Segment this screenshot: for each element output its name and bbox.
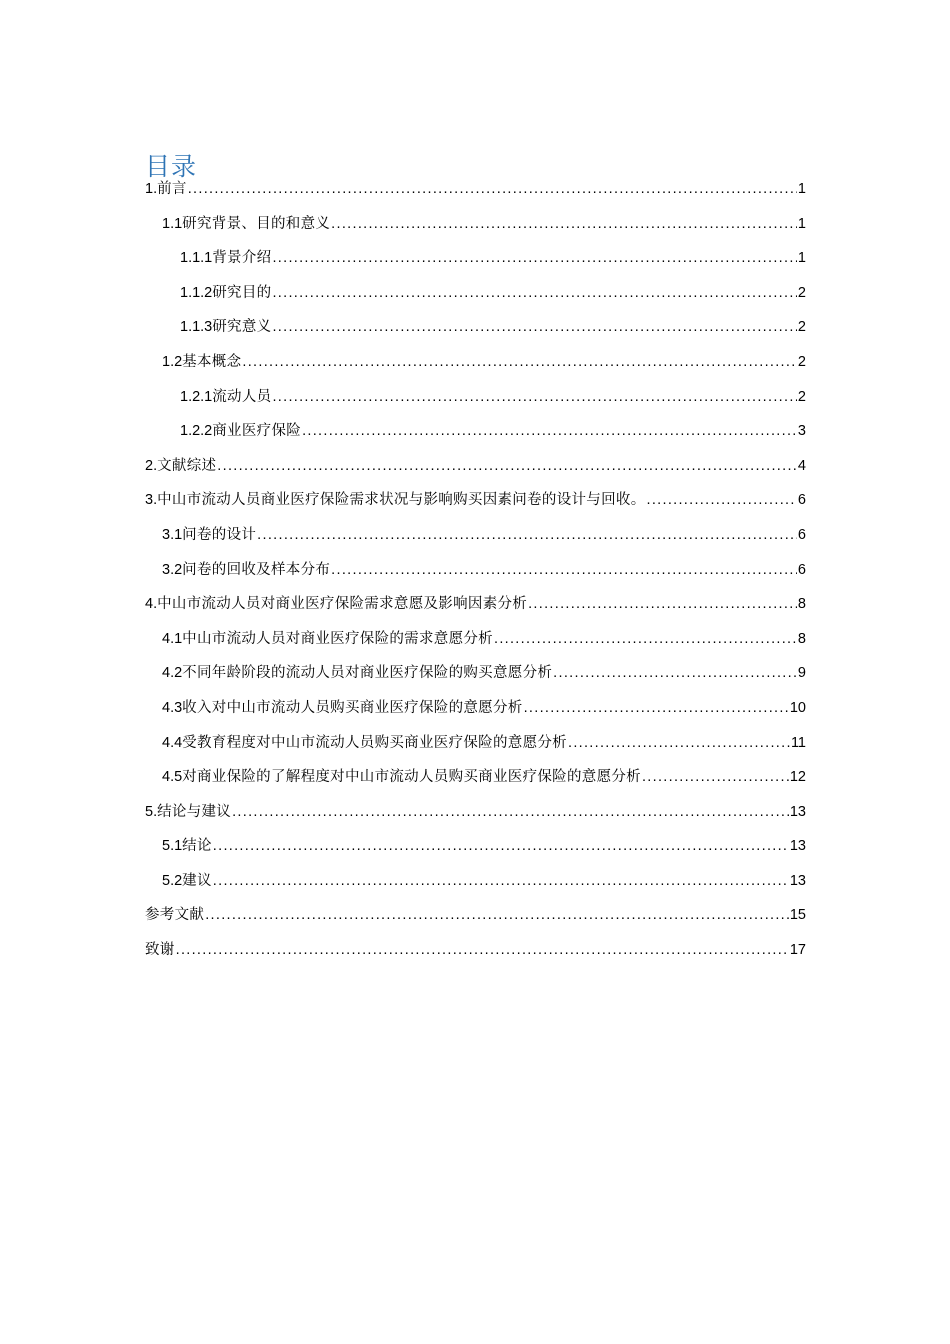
toc-entry-page-number: 6 <box>797 526 806 543</box>
dot-leader <box>213 864 789 899</box>
toc-entry-number: 1. <box>145 181 158 197</box>
toc-entry-title: 问卷的设计 <box>182 526 257 543</box>
toc-entry-title: 致谢 <box>145 942 175 959</box>
toc-entry[interactable] <box>145 898 806 933</box>
toc-entry[interactable] <box>145 380 806 415</box>
toc-entry[interactable] <box>145 726 806 761</box>
toc-entry-title: 结论与建议 <box>157 803 232 820</box>
toc-entry-number: 4.5 <box>162 769 183 786</box>
toc-entry-page-number: 4 <box>797 457 806 474</box>
toc-entry-page-number: 1 <box>797 181 806 197</box>
toc-title: 目录 <box>145 151 198 181</box>
toc-entry[interactable] <box>145 207 806 242</box>
toc-entry-title: 建议 <box>182 872 212 889</box>
toc-entry-page-number: 13 <box>789 872 806 889</box>
dot-leader <box>232 795 789 830</box>
dot-leader <box>188 172 797 207</box>
toc-entry[interactable] <box>145 345 806 380</box>
toc-entry-number: 4.4 <box>162 734 183 751</box>
toc-entry[interactable] <box>145 483 806 518</box>
toc-entry-title: 流动人员 <box>212 388 272 405</box>
dot-leader <box>272 276 796 311</box>
toc-entry-title: 不同年龄阶段的流动人员对商业医疗保险的购买意愿分析 <box>182 665 553 682</box>
dot-leader <box>331 207 797 242</box>
toc-entry-title: 中山市流动人员对商业医疗保险需求意愿及影响因素分析 <box>157 596 528 613</box>
dot-leader <box>217 449 797 484</box>
dot-leader <box>205 898 789 933</box>
toc-entry[interactable] <box>145 864 806 899</box>
toc-entry-title: 基本概念 <box>182 353 242 370</box>
dot-leader <box>302 414 797 449</box>
toc-entry[interactable] <box>145 760 806 795</box>
toc-entry-number: 1.2.1 <box>180 388 213 405</box>
toc-entry[interactable] <box>145 310 806 345</box>
toc-entry-title: 受教育程度对中山市流动人员购买商业医疗保险的意愿分析 <box>182 734 567 751</box>
dot-leader <box>553 656 797 691</box>
toc-entry-page-number: 6 <box>797 492 806 509</box>
toc-entry-number: 4.3 <box>162 699 183 716</box>
toc-entry-title: 研究背景、目的和意义 <box>182 215 331 232</box>
toc-entry-number: 4.1 <box>162 630 183 647</box>
toc-entry-page-number: 1 <box>797 250 806 267</box>
toc-entry-number: 4.2 <box>162 665 183 682</box>
toc-entry-number: 3.2 <box>162 561 183 578</box>
toc-entry[interactable] <box>145 172 806 207</box>
dot-leader <box>642 760 789 795</box>
toc-entry[interactable] <box>145 656 806 691</box>
toc-entry-number: 5.1 <box>162 838 183 855</box>
toc-entry[interactable] <box>145 829 806 864</box>
toc-entry-page-number: 9 <box>797 665 806 682</box>
dot-leader <box>213 829 789 864</box>
dot-leader <box>272 380 796 415</box>
dot-leader <box>524 691 789 726</box>
dot-leader <box>176 933 789 968</box>
toc-entry-number: 1.1.1 <box>180 250 213 267</box>
toc-entry[interactable] <box>145 622 806 657</box>
toc-entry-number: 3. <box>145 492 158 509</box>
toc-entry-page-number: 12 <box>789 769 806 786</box>
toc-entry-page-number: 11 <box>790 734 806 751</box>
toc-entry-title: 中山市流动人员商业医疗保险需求状况与影响购买因素问卷的设计与回收。 <box>157 492 646 509</box>
toc-entry[interactable] <box>145 518 806 553</box>
toc-entry-title: 研究意义 <box>212 319 272 336</box>
toc-entry-number: 3.1 <box>162 526 183 543</box>
toc-entry-page-number: 2 <box>797 319 806 336</box>
dot-leader <box>242 345 797 380</box>
toc-entry-number: 1.1.2 <box>180 284 213 301</box>
toc-entry-number: 5.2 <box>162 872 183 889</box>
toc-entry-page-number: 2 <box>797 284 806 301</box>
toc-entry-title: 商业医疗保险 <box>212 423 302 440</box>
toc-entry-page-number: 13 <box>789 838 806 855</box>
toc-entry-page-number: 15 <box>789 907 806 924</box>
toc-entry-number: 1.2 <box>162 353 183 370</box>
toc-entry-title: 文献综述 <box>157 457 217 474</box>
toc-entry-title: 前言 <box>157 181 187 197</box>
toc-entry-page-number: 6 <box>797 561 806 578</box>
toc-entry-title: 中山市流动人员对商业医疗保险的需求意愿分析 <box>182 630 493 647</box>
dot-leader <box>528 587 797 622</box>
toc-entry[interactable] <box>145 933 806 968</box>
toc-entry-page-number: 1 <box>797 215 806 232</box>
dot-leader <box>257 518 797 553</box>
toc-entry-page-number: 8 <box>797 596 806 613</box>
dot-leader <box>272 310 796 345</box>
toc-entry[interactable] <box>145 449 806 484</box>
dot-leader <box>331 553 797 588</box>
toc-entry-title: 收入对中山市流动人员购买商业医疗保险的意愿分析 <box>182 699 523 716</box>
toc-entry[interactable] <box>145 241 806 276</box>
toc-entry-title: 结论 <box>182 838 212 855</box>
toc-entry-title: 问卷的回收及样本分布 <box>182 561 331 578</box>
dot-leader <box>494 622 797 657</box>
toc-entry-number: 4. <box>145 596 158 613</box>
dot-leader <box>647 483 797 518</box>
dot-leader <box>568 726 790 761</box>
toc-entry[interactable] <box>145 691 806 726</box>
toc-entry-title: 研究目的 <box>212 284 272 301</box>
toc-entry-number: 1.2.2 <box>180 423 213 440</box>
toc-entry-number: 1.1.3 <box>180 319 213 336</box>
toc-entry-page-number: 8 <box>797 630 806 647</box>
toc-entry-page-number: 2 <box>797 353 806 370</box>
toc-entry[interactable] <box>145 276 806 311</box>
toc-entry-number: 2. <box>145 457 158 474</box>
toc-entry-title: 对商业保险的了解程度对中山市流动人员购买商业医疗保险的意愿分析 <box>182 769 641 786</box>
toc-entry-number: 5. <box>145 803 158 820</box>
toc-entry[interactable] <box>145 795 806 830</box>
toc-entry-page-number: 17 <box>789 942 806 959</box>
toc-entry-number: 1.1 <box>162 215 183 232</box>
toc-entry-page-number: 10 <box>789 699 806 716</box>
toc-entry[interactable] <box>145 587 806 622</box>
toc-entry-title: 背景介绍 <box>212 250 272 267</box>
dot-leader <box>272 241 796 276</box>
toc-entry-page-number: 13 <box>789 803 806 820</box>
toc-entry-title: 参考文献 <box>145 907 205 924</box>
toc-list <box>145 172 806 968</box>
toc-entry-page-number: 2 <box>797 388 806 405</box>
toc-entry[interactable] <box>145 553 806 588</box>
toc-entry-page-number: 3 <box>797 423 806 440</box>
toc-entry[interactable] <box>145 414 806 449</box>
